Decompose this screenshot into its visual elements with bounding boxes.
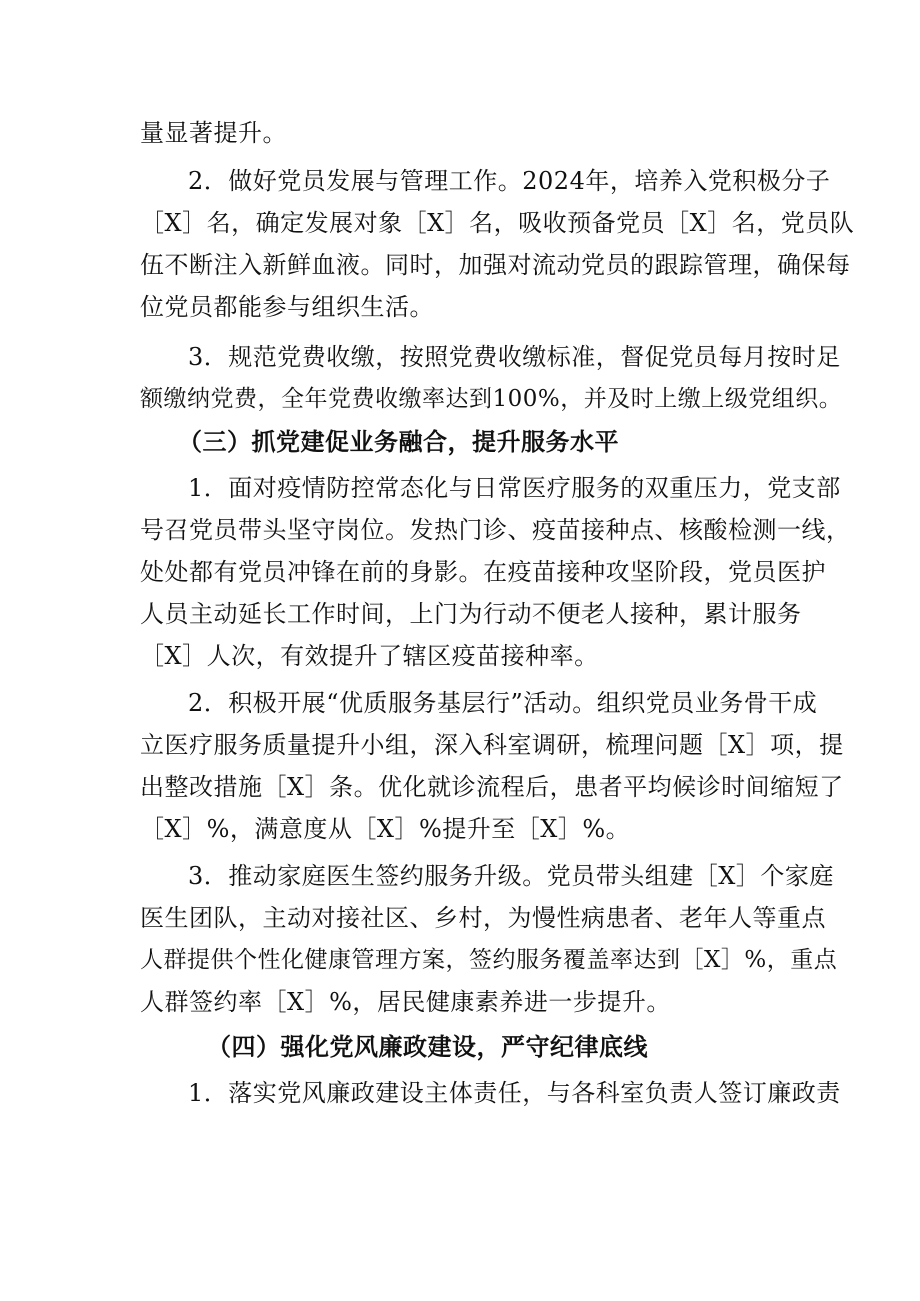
text-line-6: 3．规范党费收缴，按照党费收缴标准，督促党员每月按时足 [188,343,841,371]
text-line-17: ［X］%，满意度从［X］%提升至［X］%。 [140,815,631,843]
text-line-2: 2．做好党员发展与管理工作。2024年，培养入党积极分子 [188,167,831,195]
text-line-19: 医生团队，主动对接社区、乡村，为慢性病患者、老年人等重点 [140,904,826,932]
text-line-10: 号召党员带头坚守岗位。发热门诊、疫苗接种点、核酸检测一线， [140,516,851,544]
text-line-14: 2．积极开展“优质服务基层行”活动。组织党员业务骨干成 [188,689,818,717]
section-heading-3: （三）抓党建促业务融合，提升服务水平 [178,427,619,456]
text-line-23: 1．落实党风廉政建设主体责任，与各科室负责人签订廉政责 [188,1079,841,1107]
text-line-5: 位党员都能参与组织生活。 [140,293,434,321]
text-line-4: 伍不断注入新鲜血液。同时，加强对流动党员的跟踪管理，确保每 [140,251,851,279]
text-line-9: 1．面对疫情防控常态化与日常医疗服务的双重压力，党支部 [188,474,841,502]
text-line-7: 额缴纳党费，全年党费收缴率达到100%，并及时上缴上级党组织。 [140,386,843,412]
text-line-13: ［X］人次，有效提升了辖区疫苗接种率。 [140,642,599,670]
text-line-18: 3．推动家庭医生签约服务升级。党员带头组建［X］个家庭 [188,862,834,890]
text-line-15: 立医疗服务质量提升小组，深入科室调研，梳理问题［X］项，提 [140,731,844,759]
text-line-16: 出整改措施［X］条。优化就诊流程后，患者平均候诊时间缩短了 [140,773,844,801]
text-line-3: ［X］名，确定发展对象［X］名，吸收预备党员［X］名，党员队 [140,209,855,237]
text-line-12: 人员主动延长工作时间，上门为行动不便老人接种，累计服务 [140,600,802,628]
section-heading-4: （四）强化党风廉政建设，严守纪律底线 [207,1032,648,1061]
text-line-21: 人群签约率［X］%，居民健康素养进一步提升。 [140,988,671,1016]
text-line-11: 处处都有党员冲锋在前的身影。在疫苗接种攻坚阶段，党员医护 [140,558,826,586]
text-line-20: 人群提供个性化健康管理方案，签约服务覆盖率达到［X］%，重点 [140,947,838,973]
text-line-1: 量显著提升。 [140,119,287,147]
